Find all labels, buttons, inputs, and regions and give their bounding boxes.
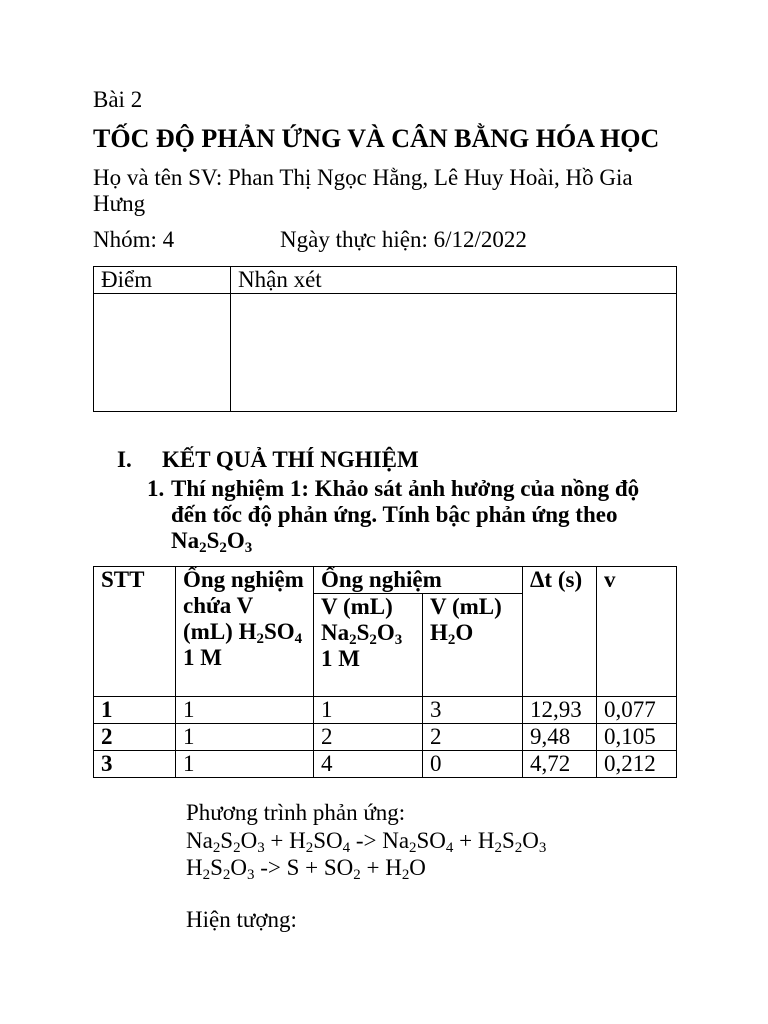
text-line [183, 645, 306, 671]
header-cell-score: Điểm [94, 267, 231, 294]
table-cell: 2 [94, 724, 176, 751]
text-run: S [356, 620, 370, 645]
subscript: 2 [233, 840, 241, 857]
text-run: SO [416, 828, 446, 853]
text-line [183, 567, 306, 593]
text-run: SO [313, 828, 343, 853]
subscript: 2 [219, 540, 227, 557]
text-line [186, 854, 546, 884]
experiment-heading [171, 476, 675, 557]
header-cell-h2so4 [176, 567, 314, 697]
text-run: 1 M [321, 646, 360, 671]
subscript: 2 [409, 840, 417, 857]
table-row [94, 697, 677, 724]
group-number: Nhóm: 4 [93, 227, 175, 252]
score-cell [94, 294, 231, 412]
table-cell: 1 [176, 724, 314, 751]
text-run: O [226, 528, 245, 553]
text-run: -> S + SO [254, 855, 354, 880]
table-cell: 0,077 [597, 697, 677, 724]
lesson-number: Bài 2 [93, 87, 143, 112]
subscript: 2 [447, 632, 456, 649]
table-cell: 2 [314, 724, 423, 751]
table-cell: 2 [423, 724, 523, 751]
text-run: H [186, 855, 203, 880]
subscript: 2 [369, 632, 377, 649]
header-cell-rate: v [597, 567, 677, 697]
table-cell: 3 [423, 697, 523, 724]
student-names: Họ và tên SV: Phan Thị Ngọc Hằng, Lê Huy Hoài, Hồ Gia Hưng [93, 165, 633, 216]
text-run: O [240, 828, 258, 853]
observation-label: Hiện tượng: [186, 907, 297, 932]
header-cell-tube-group: Ống nghiệm [314, 567, 523, 594]
text-line [321, 646, 415, 672]
subscript: 3 [257, 840, 265, 857]
subscript: 3 [246, 867, 255, 884]
header-cell-h2o [423, 594, 523, 697]
text-run: Na [321, 620, 350, 645]
text-run: O [230, 855, 247, 880]
text-run: Ống nghiệm [183, 567, 304, 592]
subscript: 3 [538, 840, 547, 857]
text-run: O [522, 828, 539, 853]
text-line [321, 620, 415, 649]
header-cell-delta-t: Δt (s) [523, 567, 597, 697]
subscript: 3 [394, 632, 403, 649]
header-cell-comment: Nhận xét [231, 267, 677, 294]
subscript: 2 [353, 867, 361, 884]
text-line [430, 620, 515, 649]
table-cell: 3 [94, 751, 176, 778]
table-cell: 12,93 [523, 697, 597, 724]
text-run: + H [453, 828, 495, 853]
header-cell-na2s2o3 [314, 594, 423, 697]
subscript: 2 [305, 840, 314, 857]
subscript: 4 [294, 631, 303, 648]
table-row [94, 751, 677, 778]
text-line [321, 594, 415, 620]
text-run: Na [186, 828, 213, 853]
group-date-line [93, 227, 527, 253]
text-run: + H [264, 828, 306, 853]
subscript: 2 [514, 840, 523, 857]
results-header-row [94, 567, 677, 594]
subscript: 2 [256, 631, 264, 648]
grade-table [93, 266, 677, 412]
text-line [183, 593, 306, 619]
text-run: SO [263, 619, 295, 644]
subscript: 4 [445, 840, 454, 857]
table-cell: 0,105 [597, 724, 677, 751]
text-run: V (mL) [430, 594, 502, 619]
section-title: KẾT QUẢ THÍ NGHIỆM [162, 447, 419, 472]
comment-cell [231, 294, 677, 412]
text-run: S [501, 828, 515, 853]
subscript: 2 [222, 867, 231, 884]
table-cell: 1 [94, 697, 176, 724]
subscript: 2 [494, 840, 502, 857]
text-run: O [376, 620, 395, 645]
grade-table-header-row [94, 267, 677, 294]
subscript: 2 [212, 840, 221, 857]
table-cell: 1 [176, 751, 314, 778]
text-run: S [210, 855, 223, 880]
subscript: 3 [244, 540, 253, 557]
table-cell: 0 [423, 751, 523, 778]
table-cell: 1 [176, 697, 314, 724]
header-cell-stt: STT [94, 567, 176, 697]
text-run: chứa V [183, 593, 254, 618]
text-line [186, 827, 547, 857]
text-run: S [206, 528, 220, 553]
text-run: -> Na [350, 828, 410, 853]
table-cell: 9,48 [523, 724, 597, 751]
subscript: 4 [342, 840, 351, 857]
experiment-number: 1. [147, 476, 165, 501]
text-run: (mL) H [183, 619, 257, 644]
section-number: I. [117, 447, 132, 472]
text-run: H [430, 620, 448, 645]
reaction-equations [186, 827, 547, 884]
page-title: TỐC ĐỘ PHẢN ỨNG VÀ CÂN BẰNG HÓA HỌC [93, 124, 660, 153]
table-cell: 0,212 [597, 751, 677, 778]
table-cell: 1 [314, 697, 423, 724]
text-line [430, 594, 515, 620]
subscript: 2 [349, 632, 357, 649]
experiment-date: Ngày thực hiện: 6/12/2022 [280, 227, 527, 252]
table-row [94, 724, 677, 751]
text-line [183, 619, 306, 648]
text-run: S [220, 828, 234, 853]
text-run: + H [360, 855, 402, 880]
text-run: O [455, 620, 474, 645]
text-run: V (mL) [321, 594, 393, 619]
text-run: Thí nghiệm 1: Khảo sát ảnh hưởng của nồng độ đến tốc độ phản ứng. Tính bậc phản ứng theo Na [171, 476, 640, 553]
table-cell: 4,72 [523, 751, 597, 778]
text-run: 1 M [183, 645, 222, 670]
table-cell: 4 [314, 751, 423, 778]
subscript: 2 [202, 867, 211, 884]
equations-label: Phương trình phản ứng: [186, 800, 406, 825]
subscript: 2 [199, 540, 207, 557]
results-table [93, 566, 677, 778]
subscript: 2 [401, 867, 410, 884]
grade-table-body-row [94, 294, 677, 412]
text-run: O [409, 855, 426, 880]
